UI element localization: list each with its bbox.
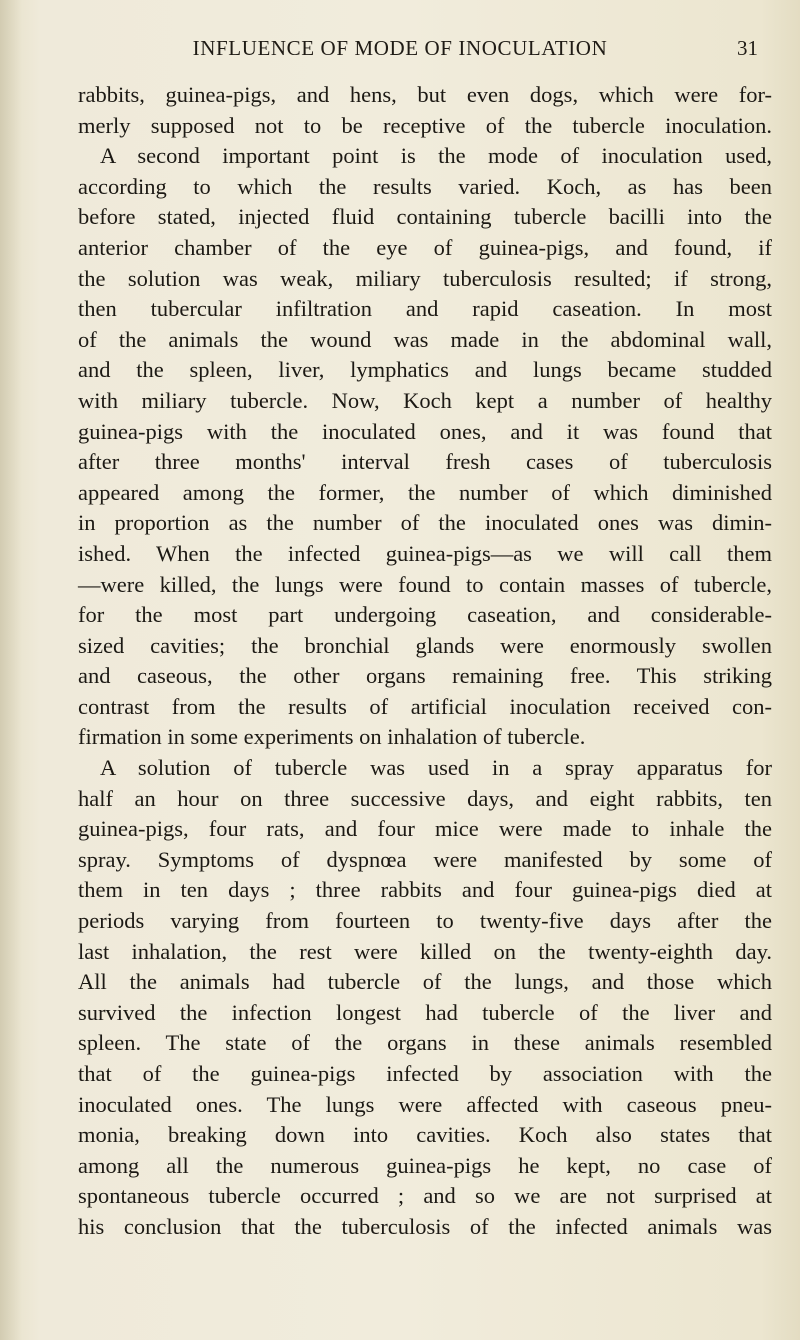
- text-line: before stated, injected fluid containing tubercle bacilli into the: [78, 204, 772, 230]
- text-line: monia, breaking down into cavities. Koch also states that: [78, 1122, 772, 1148]
- text-line: the solution was weak, miliary tuberculosis resulted; if strong,: [78, 265, 772, 291]
- text-line: inoculated ones. The lungs were affected with caseous pneu-: [78, 1091, 772, 1117]
- text-line: and the spleen, liver, lymphatics and lungs became studded: [78, 357, 772, 383]
- page-number: 31: [737, 36, 758, 60]
- text-line: of the animals the wound was made in the abdominal wall,: [78, 326, 772, 352]
- text-line: rabbits, guinea-pigs, and hens, but even dogs, which were for-: [78, 82, 772, 107]
- text-line: that of the guinea-pigs infected by association with the: [78, 1061, 772, 1086]
- text-line: —were killed, the lungs were found to contain masses of tubercle,: [78, 571, 772, 597]
- text-line: then tubercular infiltration and rapid caseation. In most: [78, 296, 772, 322]
- text-line: and caseous, the other organs remaining free. This striking: [78, 663, 772, 689]
- text-line: firmation in some experiments on inhalation of tubercle.: [78, 724, 586, 750]
- text-line: contrast from the results of artificial inoculation received con-: [78, 693, 772, 719]
- text-line: ished. When the infected guinea-pigs—as we will call them: [78, 540, 772, 566]
- page-gutter-shadow: [0, 0, 22, 1340]
- text-line: guinea-pigs with the inoculated ones, and it was found that: [78, 418, 772, 444]
- text-line: A second important point is the mode of inoculation used,: [100, 143, 772, 169]
- text-line: spontaneous tubercle occurred ; and so we are not surprised at: [78, 1183, 772, 1209]
- text-line: All the animals had tubercle of the lungs, and those which: [78, 969, 772, 995]
- text-line: according to which the results varied. Koch, as has been: [78, 173, 772, 199]
- text-line: in proportion as the number of the inoculated ones was dimin-: [78, 510, 772, 536]
- text-line: after three months' interval fresh cases of tuberculosis: [78, 449, 772, 475]
- text-line: periods varying from fourteen to twenty-five days after the: [78, 908, 772, 934]
- running-title: INFLUENCE OF MODE OF INOCULATION: [192, 36, 608, 60]
- text-line: with miliary tubercle. Now, Koch kept a number of healthy: [78, 387, 772, 413]
- text-line: anterior chamber of the eye of guinea-pigs, and found, if: [78, 234, 772, 260]
- body-text: [78, 80, 772, 1243]
- text-line: among all the numerous guinea-pigs he kept, no case of: [78, 1152, 772, 1178]
- text-line: last inhalation, the rest were killed on the twenty-eighth day.: [78, 938, 772, 964]
- text-line: them in ten days ; three rabbits and four guinea-pigs died at: [78, 877, 772, 903]
- text-line: spray. Symptoms of dyspnœa were manifested by some of: [78, 846, 772, 872]
- running-head: [0, 36, 800, 66]
- text-line: sized cavities; the bronchial glands were enormously swollen: [78, 632, 772, 658]
- text-line: appeared among the former, the number of which diminished: [78, 479, 772, 505]
- text-line: merly supposed not to be receptive of the tubercle inoculation.: [78, 112, 772, 138]
- text-line: guinea-pigs, four rats, and four mice were made to inhale the: [78, 816, 772, 842]
- text-line: half an hour on three successive days, and eight rabbits, ten: [78, 785, 772, 811]
- text-line: survived the infection longest had tubercle of the liver and: [78, 999, 772, 1025]
- text-line: A solution of tubercle was used in a spray apparatus for: [100, 755, 772, 781]
- text-line: his conclusion that the tuberculosis of the infected animals was: [78, 1213, 772, 1239]
- text-line: for the most part undergoing caseation, and considerable-: [78, 602, 772, 628]
- text-line: spleen. The state of the organs in these animals resembled: [78, 1030, 772, 1056]
